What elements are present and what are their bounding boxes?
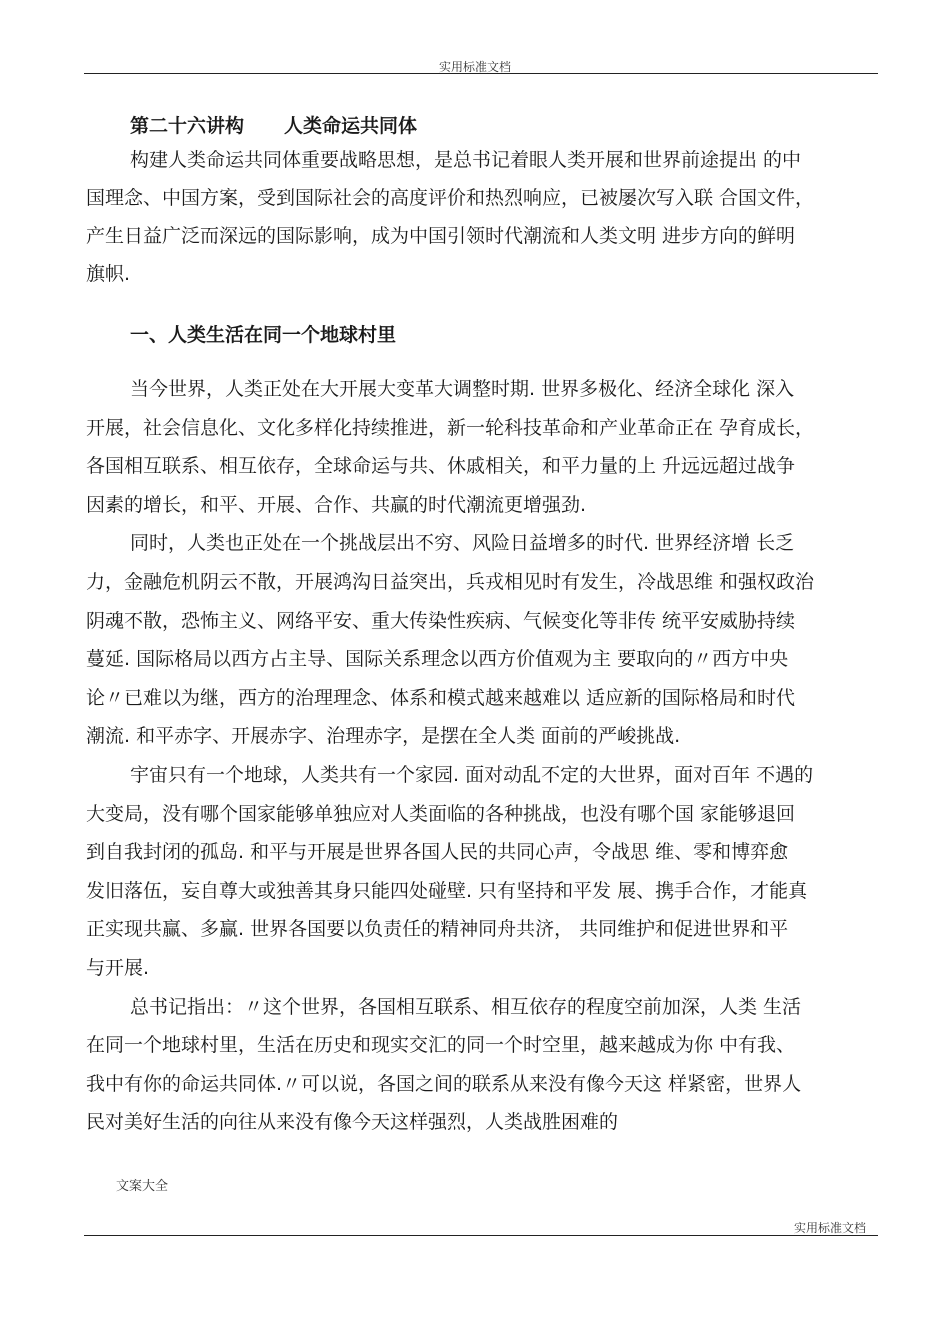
text-line: 正实现共赢、多赢. 世界各国要以负责任的精神同舟共济， 共同维护和促进世界和平 bbox=[86, 918, 789, 941]
text-line: 发旧落伍，妄自尊大或独善其身只能四处碰壁. 只有坚持和平发 展、携手合作，才能真 bbox=[86, 879, 808, 902]
text-line: 力，金融危机阴云不散，开展鸿沟日益突出，兵戎相见时有发生，冷战思维 和强权政治 bbox=[86, 571, 815, 593]
text-line: 当今世界，人类正处在大开展大变革大调整时期. 世界多极化、经济全球化 深入 bbox=[130, 378, 795, 400]
text-line: 潮流. 和平赤字、开展赤字、治理赤字，是摆在全人类 面前的严峻挑战. bbox=[86, 725, 681, 748]
text-line: 民对美好生活的向往从来没有像今天这样强烈，人类战胜困难的 bbox=[86, 1111, 619, 1134]
text-line: 在同一个地球村里，生活在历史和现实交汇的同一个时空里，越来越成为你 中有我、 bbox=[86, 1034, 796, 1057]
footer-title: 实用标准文档 bbox=[794, 1221, 867, 1235]
text-line: 蔓延. 国际格局以西方占主导、国际关系理念以西方价值观为主 要取向的〃西方中央 bbox=[86, 648, 789, 671]
section-heading: 一、人类生活在同一个地球村里 bbox=[130, 324, 397, 346]
text-line: 国理念、中国方案，受到国际社会的高度评价和热烈响应，已被屡次写入联 合国文件， bbox=[86, 187, 815, 209]
text-line: 各国相互联系、相互依存，全球命运与共、休戚相关，和平力量的上 升远远超过战争 bbox=[86, 455, 796, 478]
text-line: 我中有你的命运共同体.〃可以说，各国之间的联系从来没有像今天这 样紧密，世界人 bbox=[86, 1072, 802, 1095]
text-line: 同时，人类也正处在一个挑战层出不穷、风险日益增多的时代. 世界经济增 长乏 bbox=[130, 532, 795, 555]
text-line: 宇宙只有一个地球，人类共有一个家园. 面对动乱不定的大世界，面对百年 不遇的 bbox=[130, 764, 814, 786]
text-line: 到自我封闭的孤岛. 和平与开展是世界各国人民的共同心声，令战思 维、零和博弈愈 bbox=[86, 841, 789, 864]
text-line: 大变局，没有哪个国家能够单独应对人类面临的各种挑战，也没有哪个国 家能够退回 bbox=[86, 802, 796, 825]
text-line: 开展，社会信息化、文化多样化持续推进，新一轮科技革命和产业革命正在 孕育成长， bbox=[86, 416, 815, 439]
text-line: 产生日益广泛而深远的国际影响，成为中国引领时代潮流和人类文明 进步方向的鲜明 bbox=[86, 225, 796, 247]
header-divider bbox=[84, 73, 878, 74]
lecture-title bbox=[130, 114, 417, 138]
text-line: 旗帜. bbox=[86, 263, 131, 285]
text-line: 构建人类命运共同体重要战略思想，是总书记着眼人类开展和世界前途提出 的中 bbox=[130, 149, 802, 171]
footer-note: 文案大全 bbox=[116, 1179, 169, 1194]
text-line: 因素的增长，和平、开展、合作、共赢的时代潮流更增强劲. bbox=[86, 493, 587, 516]
lecture-topic: 人类命运共同体 bbox=[284, 115, 418, 137]
text-line: 阴魂不散，恐怖主义、网络平安、重大传染性疾病、气候变化等非传 统平安威胁持续 bbox=[86, 609, 796, 632]
lecture-number: 第二十六讲构 bbox=[130, 115, 245, 137]
text-line: 论〃已难以为继，西方的治理理念、体系和模式越来越难以 适应新的国际格局和时代 bbox=[86, 686, 796, 709]
text-line: 总书记指出：〃这个世界，各国相互联系、相互依存的程度空前加深，人类 生活 bbox=[130, 995, 802, 1018]
text-line: 与开展. bbox=[86, 957, 150, 979]
page-header-title: 实用标准文档 bbox=[438, 60, 511, 74]
footer-divider bbox=[84, 1235, 878, 1236]
